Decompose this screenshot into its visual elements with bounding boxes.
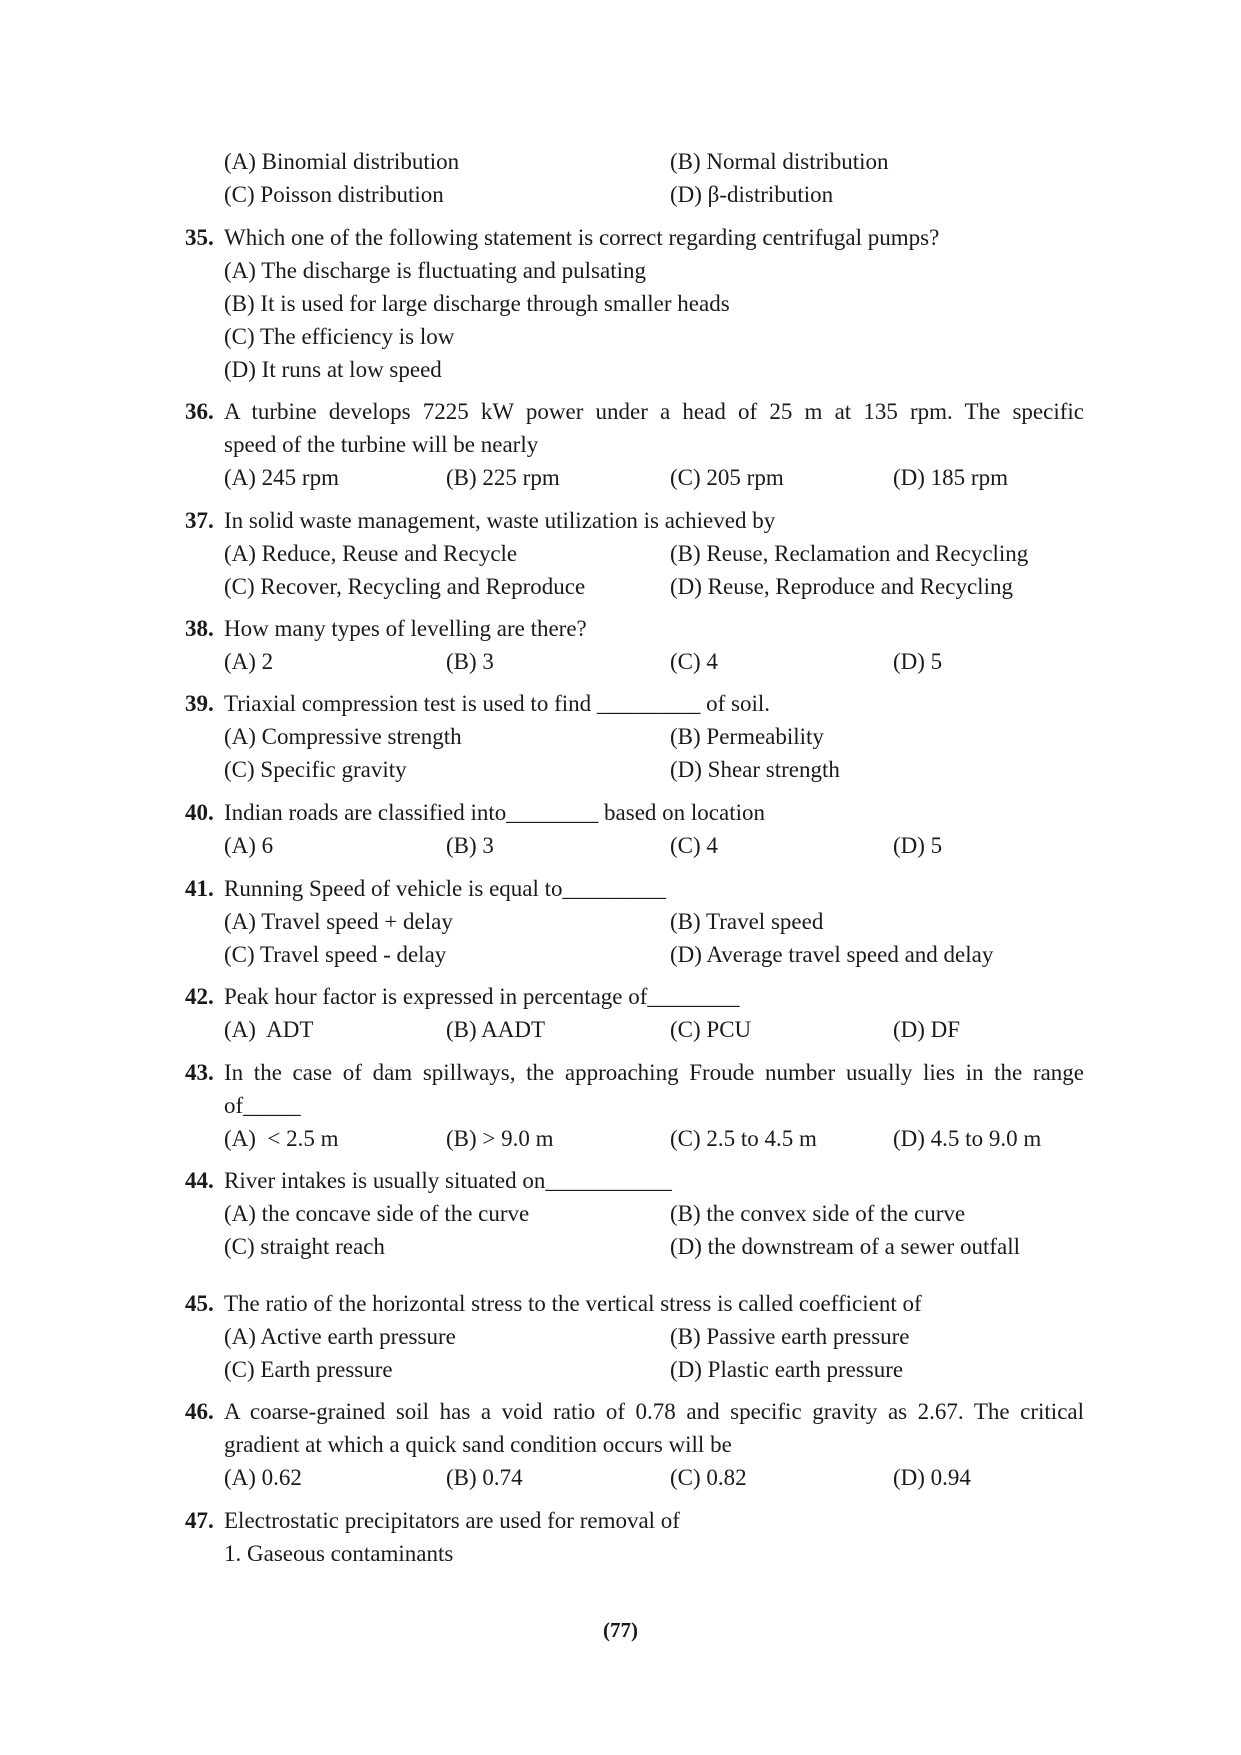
option: (B) > 9.0 m (446, 1126, 554, 1151)
question-text-continued: speed of the turbine will be nearly (224, 432, 539, 457)
question-number: 40. (185, 800, 214, 825)
question-number: 39. (185, 691, 214, 716)
question-number: 42. (185, 984, 214, 1009)
option: (B) It is used for large discharge through smaller heads (224, 291, 730, 316)
option: (C) Specific gravity (224, 757, 407, 782)
option: (D) 185 rpm (893, 465, 1008, 490)
option: (D) Reuse, Reproduce and Recycling (670, 574, 1013, 599)
option: (B) 225 rpm (446, 465, 560, 490)
question-text-continued: of_____ (224, 1093, 301, 1118)
option: (D) Shear strength (670, 757, 840, 782)
question-text: Peak hour factor is expressed in percentage of________ (224, 984, 740, 1009)
option: (A) the concave side of the curve (224, 1201, 530, 1226)
page-number: (77) (603, 1618, 638, 1642)
option: (A) Active earth pressure (224, 1324, 456, 1349)
option: (B) Passive earth pressure (670, 1324, 910, 1349)
option: (A) Reduce, Reuse and Recycle (224, 541, 518, 566)
question-text: River intakes is usually situated on___________ (224, 1168, 672, 1193)
option: (B) 3 (446, 833, 494, 858)
option: (B) Reuse, Reclamation and Recycling (670, 541, 1029, 566)
question-text: Indian roads are classified into________ based on location (224, 800, 765, 825)
question-number: 38. (185, 616, 214, 641)
question-number: 46. (185, 1399, 214, 1424)
question-text: How many types of levelling are there? (224, 616, 587, 641)
option: (B) 3 (446, 649, 494, 674)
option: (A) The discharge is fluctuating and pulsating (224, 258, 646, 283)
option: (C) 205 rpm (670, 465, 784, 490)
option: (B) Travel speed (670, 909, 824, 934)
option: (B) 0.74 (446, 1465, 523, 1490)
option: (C) The efficiency is low (224, 324, 455, 349)
question-number: 44. (185, 1168, 214, 1193)
option: (A) 0.62 (224, 1465, 302, 1490)
option: (A) Compressive strength (224, 724, 462, 749)
option: (D) It runs at low speed (224, 357, 442, 382)
option: 1. Gaseous contaminants (224, 1541, 454, 1566)
question-number: 41. (185, 876, 214, 901)
option: (D) Average travel speed and delay (670, 942, 994, 967)
option: (A) 2 (224, 649, 274, 674)
question-number: 45. (185, 1291, 214, 1316)
q34-option-c: (C) Poisson distribution (224, 182, 444, 207)
option: (D) Plastic earth pressure (670, 1357, 904, 1382)
option: (A) < 2.5 m (224, 1126, 339, 1151)
question-text: In the case of dam spillways, the approaching Froude number usually lies in the range (224, 1060, 1084, 1085)
option: (B) AADT (446, 1017, 546, 1042)
option: (C) Recover, Recycling and Reproduce (224, 574, 586, 599)
option: (D) DF (893, 1017, 961, 1042)
question-text: A coarse-grained soil has a void ratio of 0.78 and specific gravity as 2.67. The critical (224, 1399, 1084, 1424)
option: (B) the convex side of the curve (670, 1201, 966, 1226)
option: (C) 0.82 (670, 1465, 747, 1490)
question-text: The ratio of the horizontal stress to the vertical stress is called coefficient of (224, 1291, 922, 1316)
question-text: Triaxial compression test is used to find _________ of soil. (224, 691, 771, 716)
option: (D) 5 (893, 833, 943, 858)
option: (C) Earth pressure (224, 1357, 393, 1382)
option: (C) Travel speed - delay (224, 942, 447, 967)
question-number: 36. (185, 399, 214, 424)
question-text: A turbine develops 7225 kW power under a head of 25 m at 135 rpm. The specific (224, 399, 1084, 424)
question-text: Which one of the following statement is correct regarding centrifugal pumps? (224, 225, 940, 250)
option: (B) Permeability (670, 724, 824, 749)
option: (D) 4.5 to 9.0 m (893, 1126, 1042, 1151)
question-text: In solid waste management, waste utilization is achieved by (224, 508, 776, 533)
question-number: 37. (185, 508, 214, 533)
option: (C) 2.5 to 4.5 m (670, 1126, 817, 1151)
question-text: Running Speed of vehicle is equal to_________ (224, 876, 667, 901)
option: (D) 0.94 (893, 1465, 971, 1490)
option: (A) ADT (224, 1017, 314, 1042)
question-text: Electrostatic precipitators are used for removal of (224, 1508, 680, 1533)
option: (A) 6 (224, 833, 274, 858)
option: (A) 245 rpm (224, 465, 339, 490)
question-number: 35. (185, 225, 214, 250)
option: (A) Travel speed + delay (224, 909, 453, 934)
option: (C) PCU (670, 1017, 752, 1042)
question-number: 43. (185, 1060, 214, 1085)
option: (C) 4 (670, 833, 718, 858)
question-text-continued: gradient at which a quick sand condition occurs will be (224, 1432, 732, 1457)
q34-option-d: (D) β-distribution (670, 182, 834, 207)
q34-option-a: (A) Binomial distribution (224, 149, 460, 174)
question-number: 47. (185, 1508, 214, 1533)
option: (C) 4 (670, 649, 718, 674)
option: (D) 5 (893, 649, 943, 674)
option: (C) straight reach (224, 1234, 385, 1259)
q34-option-b: (B) Normal distribution (670, 149, 889, 174)
option: (D) the downstream of a sewer outfall (670, 1234, 1020, 1259)
